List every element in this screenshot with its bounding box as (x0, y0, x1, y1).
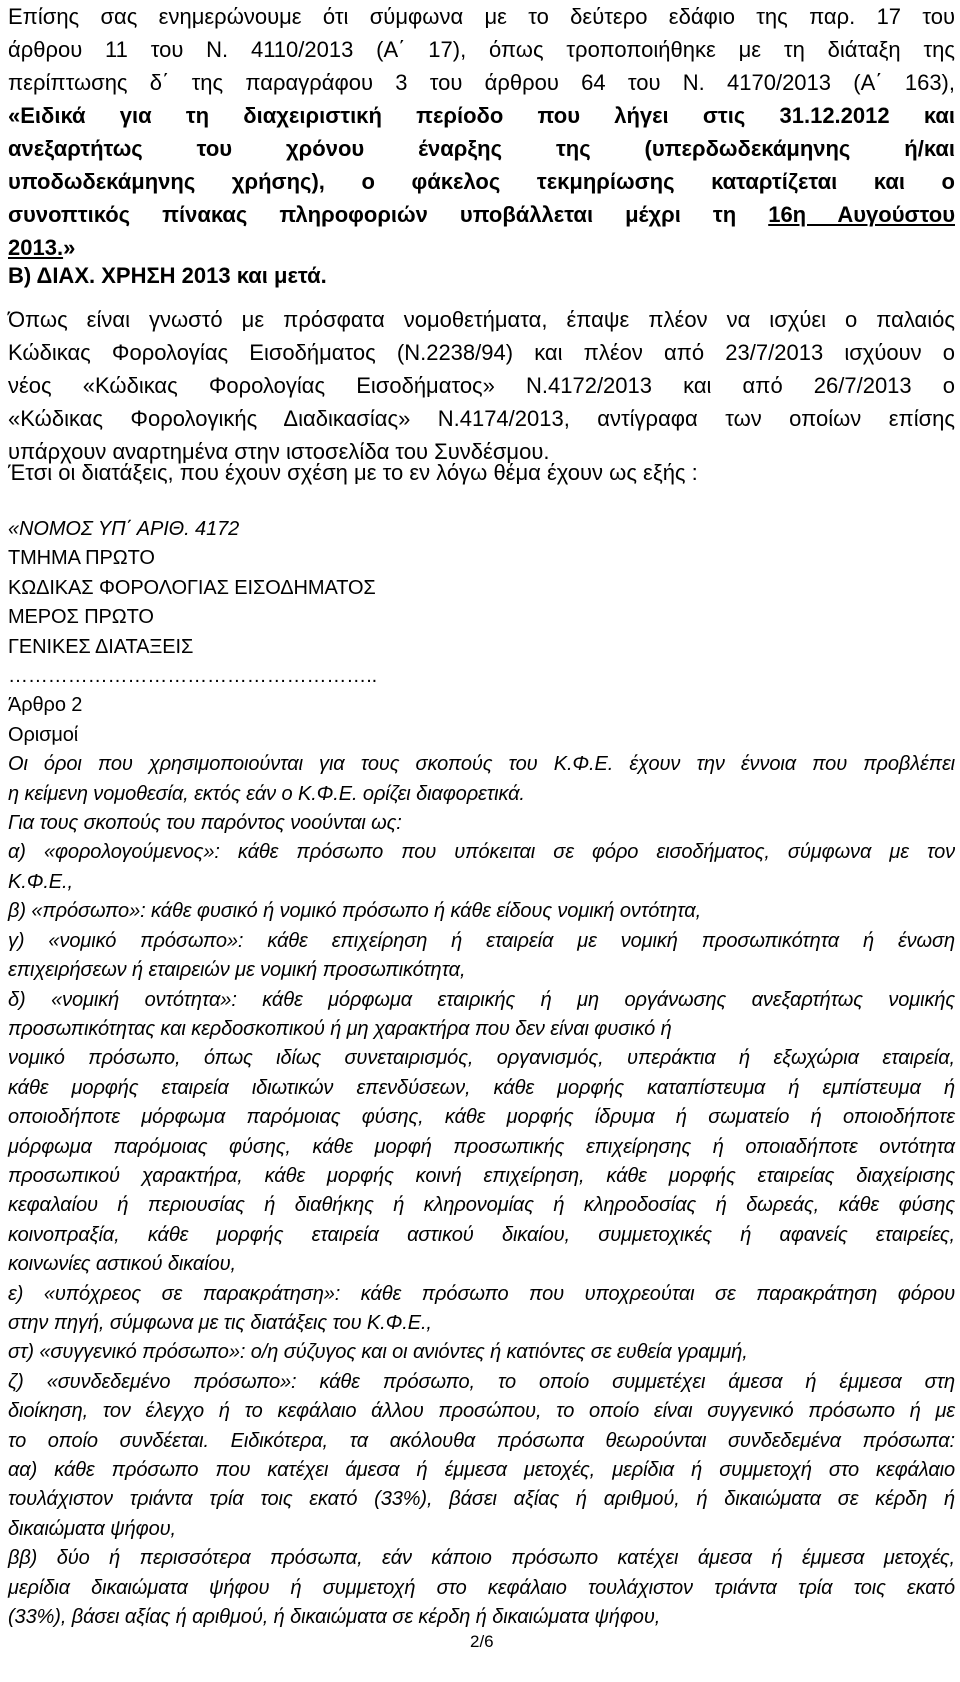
intro-line: Επίσης σας ενημερώνουμε ότι σύμφωνα με το δεύτερο εδάφιο της παρ. 17 του (8, 4, 955, 29)
law-chapter: ΓΕΝΙΚΕΣ ΔΙΑΤΑΞΕΙΣ (8, 635, 194, 658)
law-article-title: Ορισμοί (8, 723, 79, 746)
intro-line: περίπτωσης δ΄ της παραγράφου 3 του άρθρου 64 του Ν. 4170/2013 (Α΄ 163), (8, 70, 955, 95)
law-text-line: ββ) δύο ή περισσότερα πρόσωπα, εάν κάποιο πρόσωπο κατέχει άμεσα ή έμμεσα μετοχές, (8, 1547, 955, 1570)
law-text-line: Οι όροι που χρησιμοποιούνται για τους σκοπούς του Κ.Φ.Ε. έχουν την έννοια που προβλέπει (8, 753, 955, 776)
law-text-line: (33%), βάσει αξίας ή αριθμού, ή δικαιώματα σε κέρδη ή δικαιώματα ψήφου, (8, 1606, 661, 1629)
intro-deadline-year: 2013. (8, 235, 64, 260)
paragraph-line: Έτσι οι διατάξεις, που έχουν σχέση με το εν λόγω θέμα έχουν ως εξής : (8, 460, 698, 485)
law-article-number: Άρθρο 2 (8, 694, 83, 717)
paragraph-provisions-intro (8, 456, 955, 489)
paragraph-line: Κώδικας Φορολογίας Εισοδήματος (Ν.2238/94) και πλέον από 23/7/2013 ισχύουν ο (8, 340, 955, 365)
law-ellipsis: ……………………………………………….. (8, 665, 378, 688)
law-text-line: κοινοπραξία, κάθε μορφής εταιρεία αστικού δικαίου, συμμετοχικές ή αφανείς εταιρείες, (8, 1223, 955, 1246)
law-text-line: β) «πρόσωπο»: κάθε φυσικό ή νομικό πρόσωπο ή κάθε είδους νομική οντότητα, (8, 900, 702, 923)
law-text-line: δ) «νομική οντότητα»: κάθε μόρφωμα εταιρικής ή μη οργάνωσης ανεξαρτήτως νομικής (8, 988, 955, 1011)
law-text-line: επιχειρήσεων ή εταιρειών με νομική προσωπικότητα, (8, 959, 466, 982)
law-text-line: μόρφωμα παρόμοιας φύσης, κάθε μορφή προσωπικής επιχείρησης ή οποιαδήποτε οντότητα (8, 1135, 955, 1158)
law-text-line: προσωπικότητας και κερδοσκοπικού ή μη χαρακτήρα που δεν είναι φυσικό ή (8, 1017, 672, 1040)
section-heading: Β) ΔΙΑΧ. ΧΡΗΣΗ 2013 και μετά. (8, 263, 327, 288)
intro-bold-line: «Ειδικά για τη διαχειριστική περίοδο που λήγει στις 31.12.2012 και (8, 103, 955, 128)
law-text-line: νομικό πρόσωπο, όπως ιδίως συνεταιρισμός, οργανισμός, υπεράκτια ή εξωχώρια εταιρεία, (8, 1047, 955, 1070)
law-text-line: οποιοδήποτε μόρφωμα παρόμοιας φύσης, κάθε μορφής ίδρυμα ή σωματείο ή οποιοδήποτε (8, 1106, 955, 1129)
intro-bold-text: συνοπτικός πίνακας πληροφοριών υποβάλλεται μέχρι τη (8, 202, 769, 227)
law-text-line: κάθε μορφής εταιρεία ιδιωτικών επενδύσεων, κάθε μορφής καταπίστευμα ή εμπίστευμα ή (8, 1076, 955, 1099)
intro-line: άρθρου 11 του Ν. 4110/2013 (Α΄ 17), όπως τροποποιήθηκε με τη διάταξη της (8, 37, 955, 62)
law-text-line: ε) «υπόχρεος σε παρακράτηση»: κάθε πρόσωπο που υποχρεούται σε παρακράτηση φόρου (8, 1282, 955, 1305)
law-body (8, 750, 955, 1632)
intro-paragraph (8, 0, 955, 264)
paragraph-line: «Κώδικας Φορολογικής Διαδικασίας» Ν.4174/2013, αντίγραφα των οποίων επίσης (8, 406, 955, 431)
law-text-line: γ) «νομικό πρόσωπο»: κάθε επιχείρηση ή εταιρεία με νομική προσωπικότητα ή ένωση (8, 929, 955, 952)
page-number: 2/6 (470, 1632, 494, 1651)
law-number: «ΝΟΜΟΣ ΥΠ΄ ΑΡΙΘ. 4172 (8, 518, 240, 540)
law-text-line: διοίκηση, τον έλεγχο ή το κεφάλαιο άλλου προσώπου, το οποίο είναι συγγενικό πρόσωπο ή με (8, 1400, 955, 1423)
law-text-line: δικαιώματα ψήφου, (8, 1517, 176, 1540)
law-section: ΜΕΡΟΣ ΠΡΩΤΟ (8, 606, 154, 629)
law-text-line: στ) «συγγενικό πρόσωπο»: ο/η σύζυγος και οι ανιόντες ή κατιόντες σε ευθεία γραμμή, (8, 1341, 748, 1364)
intro-deadline-date: 16η Αυγούστου (768, 202, 955, 227)
intro-bold-line: υποδωδεκάμηνης χρήσης), ο φάκελος τεκμηρίωσης καταρτίζεται και ο (8, 169, 955, 194)
law-text-line: στην πηγή, σύμφωνα με τις διατάξεις του Κ.Φ.Ε., (8, 1311, 432, 1334)
intro-bold-line (8, 198, 955, 231)
intro-closing-quote: » (63, 235, 76, 260)
law-text-line: κεφαλαίου ή περιουσίας ή διαθήκης ή κληρονομίας ή κληροδοσίας ή δωρεάς, κάθε φύσης (8, 1194, 955, 1217)
paragraph-line: νέος «Κώδικας Φορολογίας Εισοδήματος» Ν.4172/2013 και από 26/7/2013 ο (8, 373, 955, 398)
intro-bold-line: ανεξαρτήτως του χρόνου έναρξης της (υπερδωδεκάμηνης ή/και (8, 136, 955, 161)
law-text-line: τουλάχιστον τριάντα τρία τοις εκατό (33%), βάσει αξίας ή αριθμού, ή δικαιώματα σε κέρδη ή (8, 1488, 955, 1511)
paragraph-line: υπάρχουν αναρτημένα στην ιστοσελίδα του Συνδέσμου. (8, 439, 550, 464)
law-text-line: ζ) «συνδεδεμένο πρόσωπο»: κάθε πρόσωπο, το οποίο συμμετέχει άμεσα ή έμμεσα στη (8, 1370, 955, 1393)
law-text-line: μερίδια δικαιώματα ψήφου ή συμμετοχή στο κεφάλαιο τουλάχιστον τριάντα τρία τοις εκατό (8, 1576, 955, 1599)
paragraph-tax-codes (8, 303, 955, 468)
law-text-line: προσωπικού χαρακτήρα, κάθε μορφής κοινή επιχείρηση, κάθε μορφής εταιρείας διαχείρισης (8, 1164, 955, 1187)
law-code-title: ΚΩΔΙΚΑΣ ΦΟΡΟΛΟΓΙΑΣ ΕΙΣΟΔΗΜΑΤΟΣ (8, 576, 376, 599)
law-text-line: το οποίο συνδέεται. Ειδικότερα, τα ακόλουθα πρόσωπα θεωρούνται συνδεδεμένα πρόσωπα: (8, 1429, 955, 1452)
law-text-line: α) «φορολογούμενος»: κάθε πρόσωπο που υπόκειται σε φόρο εισοδήματος, σύμφωνα με τον (8, 841, 955, 864)
law-text-line: Για τους σκοπούς του παρόντος νοούνται ως: (8, 812, 402, 835)
law-text-line: η κείμενη νομοθεσία, εκτός εάν ο Κ.Φ.Ε. ορίζει διαφορετικά. (8, 782, 525, 805)
intro-bold-line (8, 231, 955, 264)
law-text-line: κοινωνίες αστικού δικαίου, (8, 1253, 236, 1276)
law-excerpt (8, 515, 955, 1632)
law-text-line: αα) κάθε πρόσωπο που κατέχει άμεσα ή έμμεσα μετοχές, μερίδια ή συμμετοχή στο κεφάλαιο (8, 1459, 955, 1481)
law-text-line: Κ.Φ.Ε., (8, 870, 73, 893)
paragraph-line: Όπως είναι γνωστό με πρόσφατα νομοθετήματα, έπαψε πλέον να ισχύει ο παλαιός (8, 307, 955, 332)
law-part: ΤΜΗΜΑ ΠΡΩΤΟ (8, 547, 155, 570)
